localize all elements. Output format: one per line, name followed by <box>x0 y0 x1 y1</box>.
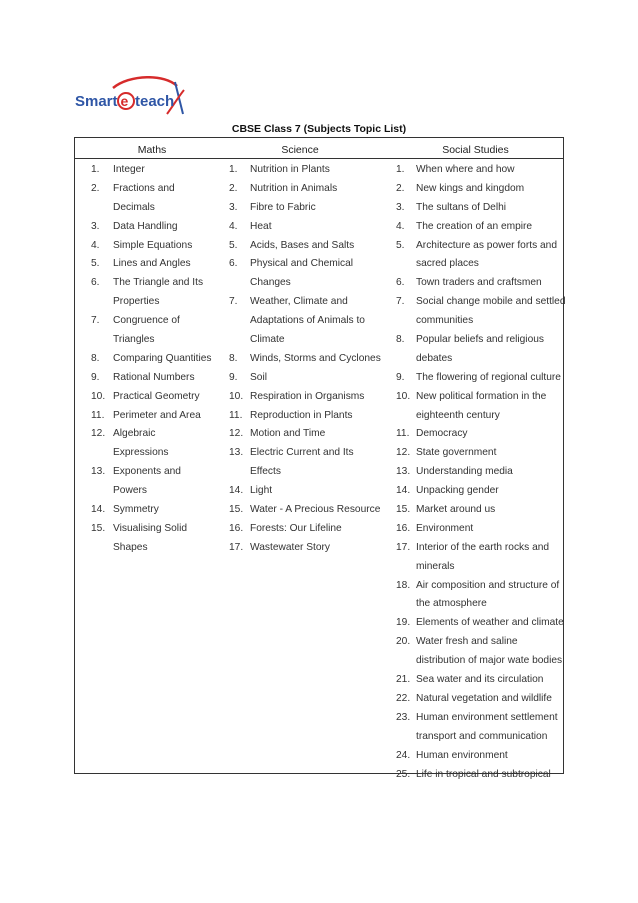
social-topic-item <box>396 520 564 539</box>
science-topic-item <box>229 350 381 369</box>
topic-number: 14. <box>396 485 411 497</box>
topic-number: 10. <box>396 390 411 402</box>
topic-number: 24. <box>396 749 411 761</box>
topic-text: the atmosphere <box>416 598 487 610</box>
topic-number: 15. <box>229 504 244 516</box>
maths-topic-item <box>91 180 221 199</box>
maths-topic-item <box>91 520 221 539</box>
science-topic-item <box>229 255 381 274</box>
topic-number: 17. <box>229 541 244 553</box>
topic-number: 15. <box>396 504 411 516</box>
social-topic-item <box>396 407 564 426</box>
topic-number: 8. <box>91 352 100 364</box>
topic-number: 2. <box>396 182 405 194</box>
topic-text: Triangles <box>113 334 155 346</box>
topic-text: Motion and Time <box>250 428 326 440</box>
topic-text: Data Handling <box>113 220 178 232</box>
topic-number: 12. <box>229 428 244 440</box>
social-topic-item <box>396 671 564 690</box>
maths-topic-item <box>91 501 221 520</box>
social-topic-item <box>396 293 564 312</box>
topic-text: Changes <box>250 277 291 289</box>
topic-number: 10. <box>229 390 244 402</box>
topic-text: Nutrition in Animals <box>250 182 338 194</box>
topic-number: 10. <box>91 390 106 402</box>
social-topic-item <box>396 577 564 596</box>
topic-text: Expressions <box>113 447 169 459</box>
social-topic-item <box>396 633 564 652</box>
social-topic-item <box>396 161 564 180</box>
science-topic-item <box>229 501 381 520</box>
topic-text: Unpacking gender <box>416 485 499 497</box>
topic-text: The Triangle and Its <box>113 277 204 289</box>
topic-number: 20. <box>396 636 411 648</box>
maths-topic-item <box>91 331 221 350</box>
topic-number: 5. <box>229 239 238 251</box>
social-topic-item <box>396 237 564 256</box>
maths-topic-item <box>91 218 221 237</box>
social-topic-item <box>396 388 564 407</box>
topic-number: 3. <box>229 201 238 213</box>
topic-number: 8. <box>396 334 405 346</box>
topic-text: Architecture as power forts and <box>416 239 557 251</box>
topic-number: 13. <box>91 466 106 478</box>
topic-text: Elements of weather and climate <box>416 617 564 629</box>
topic-text: Forests: Our Lifeline <box>250 522 342 534</box>
topic-text: The creation of an empire <box>416 220 533 232</box>
social-topic-item <box>396 180 564 199</box>
social-topic-item <box>396 539 564 558</box>
topic-number: 5. <box>91 258 100 270</box>
topic-number: 6. <box>229 258 238 270</box>
topic-number: 19. <box>396 617 411 629</box>
topic-number: 12. <box>91 428 106 440</box>
topic-text: Environment <box>416 522 474 534</box>
maths-topic-item <box>91 369 221 388</box>
topic-number: 8. <box>229 352 238 364</box>
social-topic-item <box>396 595 564 614</box>
maths-topic-item <box>91 350 221 369</box>
topic-text: New kings and kingdom <box>416 182 525 194</box>
topic-number: 11. <box>91 409 105 421</box>
topic-text: Powers <box>113 485 147 497</box>
science-topic-item <box>229 463 381 482</box>
topic-text: Popular beliefs and religious <box>416 334 544 346</box>
topic-number: 5. <box>396 239 405 251</box>
topic-text: Exponents and <box>113 466 181 478</box>
social-topic-item <box>396 199 564 218</box>
science-topic-item <box>229 274 381 293</box>
topic-number: 2. <box>91 182 100 194</box>
topic-text: debates <box>416 352 453 364</box>
social-topic-item <box>396 690 564 709</box>
topic-text: Natural vegetation and wildlife <box>416 692 552 704</box>
topic-text: Human environment <box>416 749 508 761</box>
topic-text: Democracy <box>416 428 468 440</box>
topic-text: Water - A Precious Resource <box>250 504 381 516</box>
maths-topic-item <box>91 482 221 501</box>
social-topic-item <box>396 312 564 331</box>
maths-topic-item <box>91 463 221 482</box>
maths-topic-item <box>91 255 221 274</box>
topic-number: 4. <box>229 220 238 232</box>
science-topic-item <box>229 425 381 444</box>
science-topic-item <box>229 293 381 312</box>
topic-number: 4. <box>91 239 100 251</box>
topic-number: 9. <box>396 371 405 383</box>
maths-topic-item <box>91 539 221 558</box>
maths-topic-item <box>91 237 221 256</box>
topic-number: 15. <box>91 522 106 534</box>
topic-text: State government <box>416 447 497 459</box>
topic-text: Weather, Climate and <box>250 296 348 308</box>
logo-smart-text: Smart <box>75 93 118 110</box>
topic-text: Nutrition in Plants <box>250 164 330 175</box>
topic-text: Town traders and craftsmen <box>416 277 542 289</box>
social-topic-item <box>396 709 564 728</box>
topic-number: 17. <box>396 541 411 553</box>
topic-number: 13. <box>396 466 411 478</box>
topic-number: 7. <box>396 296 405 308</box>
topic-text: Sea water and its circulation <box>416 674 544 686</box>
social-topic-item <box>396 558 564 577</box>
topic-number: 14. <box>91 504 106 516</box>
topic-number: 4. <box>396 220 405 232</box>
topic-number: 18. <box>396 579 411 591</box>
topic-text: Practical Geometry <box>113 390 200 402</box>
science-topic-item <box>229 444 381 463</box>
topic-number: 7. <box>91 315 100 327</box>
topic-text: The flowering of regional culture <box>416 371 561 383</box>
topic-number: 1. <box>91 164 100 175</box>
topic-text: Air composition and structure of <box>416 579 560 591</box>
topic-text: Social change mobile and settled <box>416 296 566 308</box>
column-header-social-studies: Social Studies <box>442 144 509 156</box>
logo-teach-text: teach <box>135 93 175 110</box>
science-topic-item <box>229 388 381 407</box>
social-topic-item <box>396 255 564 274</box>
topic-text: Simple Equations <box>113 239 193 251</box>
topic-text: Reproduction in Plants <box>250 409 353 421</box>
topic-number: 12. <box>396 447 411 459</box>
maths-topic-item <box>91 444 221 463</box>
maths-topic-item <box>91 425 221 444</box>
topic-number: 11. <box>229 409 243 421</box>
topic-text: Properties <box>113 296 160 308</box>
science-topic-item <box>229 331 381 350</box>
topic-text: Perimeter and Area <box>113 409 201 421</box>
topic-text: Winds, Storms and Cyclones <box>250 352 381 364</box>
topic-text: distribution of major wate bodies <box>416 655 563 667</box>
topic-text: minerals <box>416 560 455 572</box>
topic-text: Soil <box>250 371 267 383</box>
social-topic-item <box>396 350 564 369</box>
topic-number: 25. <box>396 768 411 780</box>
topic-text: Integer <box>113 164 145 175</box>
social-topic-item <box>396 501 564 520</box>
maths-topic-item <box>91 293 221 312</box>
topic-text: Rational Numbers <box>113 371 195 383</box>
topic-text: Visualising Solid <box>113 522 187 534</box>
topic-number: 11. <box>396 428 410 440</box>
social-topic-item <box>396 274 564 293</box>
topic-text: New political formation in the <box>416 390 547 402</box>
topic-text: transport and communication <box>416 730 548 742</box>
topic-number: 22. <box>396 692 411 704</box>
topic-number: 13. <box>229 447 244 459</box>
social-topic-item <box>396 425 564 444</box>
science-topic-item <box>229 312 381 331</box>
science-topic-item <box>229 218 381 237</box>
social-topic-item <box>396 652 564 671</box>
topic-text: When where and how <box>416 164 515 175</box>
social-topic-item <box>396 728 564 747</box>
column-header-maths: Maths <box>137 144 167 156</box>
topic-text: Comparing Quantities <box>113 352 212 364</box>
topic-text: sacred places <box>416 258 479 270</box>
maths-topic-item <box>91 312 221 331</box>
social-topic-item <box>396 766 564 785</box>
topic-number: 9. <box>91 371 100 383</box>
topic-text: Acids, Bases and Salts <box>250 239 355 251</box>
topic-text: Fibre to Fabric <box>250 201 316 213</box>
maths-topic-item <box>91 407 221 426</box>
topic-number: 1. <box>396 164 405 175</box>
topic-text: Respiration in Organisms <box>250 390 365 402</box>
topic-text: Algebraic <box>113 428 156 440</box>
social-topic-item <box>396 614 564 633</box>
topic-number: 23. <box>396 711 411 723</box>
topic-number: 1. <box>229 164 238 175</box>
topic-text: Physical and Chemical <box>250 258 354 270</box>
topic-number: 16. <box>396 522 411 534</box>
topic-number: 3. <box>91 220 100 232</box>
topic-number: 6. <box>396 277 405 289</box>
social-topic-item <box>396 369 564 388</box>
social-topic-item <box>396 482 564 501</box>
topic-text: Understanding media <box>416 466 513 478</box>
topic-text: Decimals <box>113 201 155 213</box>
social-studies-topic-list <box>396 161 564 784</box>
topic-number: 7. <box>229 296 238 308</box>
topic-text: Fractions and <box>113 182 175 194</box>
social-topic-item <box>396 747 564 766</box>
maths-topic-item <box>91 274 221 293</box>
maths-topic-item <box>91 161 221 180</box>
science-topic-list <box>229 161 381 558</box>
topic-text: Climate <box>250 334 285 346</box>
topic-text: Light <box>250 485 273 497</box>
topic-text: eighteenth century <box>416 409 500 421</box>
column-header-science: Science <box>281 144 319 156</box>
topic-text: Market around us <box>416 504 496 516</box>
topic-text: Wastewater Story <box>250 541 331 553</box>
social-topic-item <box>396 444 564 463</box>
social-topic-item <box>396 218 564 237</box>
topic-number: 21. <box>396 674 411 686</box>
topic-number: 3. <box>396 201 405 213</box>
topic-text: Electric Current and Its <box>250 447 354 459</box>
science-topic-item <box>229 237 381 256</box>
science-topic-item <box>229 539 381 558</box>
science-topic-item <box>229 520 381 539</box>
topic-number: 14. <box>229 485 244 497</box>
topic-text: Water fresh and saline <box>416 636 518 648</box>
science-topic-item <box>229 482 381 501</box>
topic-text: Congruence of <box>113 315 180 327</box>
topic-text: Life in tropical and subtropical <box>416 768 551 780</box>
topic-number: 2. <box>229 182 238 194</box>
social-topic-item <box>396 463 564 482</box>
topic-number: 9. <box>229 371 238 383</box>
maths-topic-item <box>91 388 221 407</box>
science-topic-item <box>229 161 381 180</box>
topic-text: Interior of the earth rocks and <box>416 541 550 553</box>
science-topic-item <box>229 180 381 199</box>
science-topic-item <box>229 407 381 426</box>
social-topic-item <box>396 331 564 350</box>
science-topic-item <box>229 199 381 218</box>
smart-eteach-logo-icon <box>75 76 185 120</box>
topic-text: Human environment settlement <box>416 711 558 723</box>
maths-topic-item <box>91 199 221 218</box>
topic-text: The sultans of Delhi <box>416 201 507 213</box>
topic-number: 6. <box>91 277 100 289</box>
logo-e-text: e <box>120 93 129 109</box>
topic-text: Adaptations of Animals to <box>250 315 365 327</box>
header-divider <box>74 158 564 159</box>
topic-number: 16. <box>229 522 244 534</box>
topic-text: Symmetry <box>113 504 159 516</box>
page-title: CBSE Class 7 (Subjects Topic List) <box>231 123 407 135</box>
topic-text: communities <box>416 315 474 327</box>
topic-text: Shapes <box>113 541 148 553</box>
maths-topic-list <box>91 161 221 558</box>
topic-text: Heat <box>250 220 272 232</box>
brand-logo <box>75 76 185 120</box>
topic-text: Lines and Angles <box>113 258 191 270</box>
science-topic-item <box>229 369 381 388</box>
topic-text: Effects <box>250 466 281 478</box>
